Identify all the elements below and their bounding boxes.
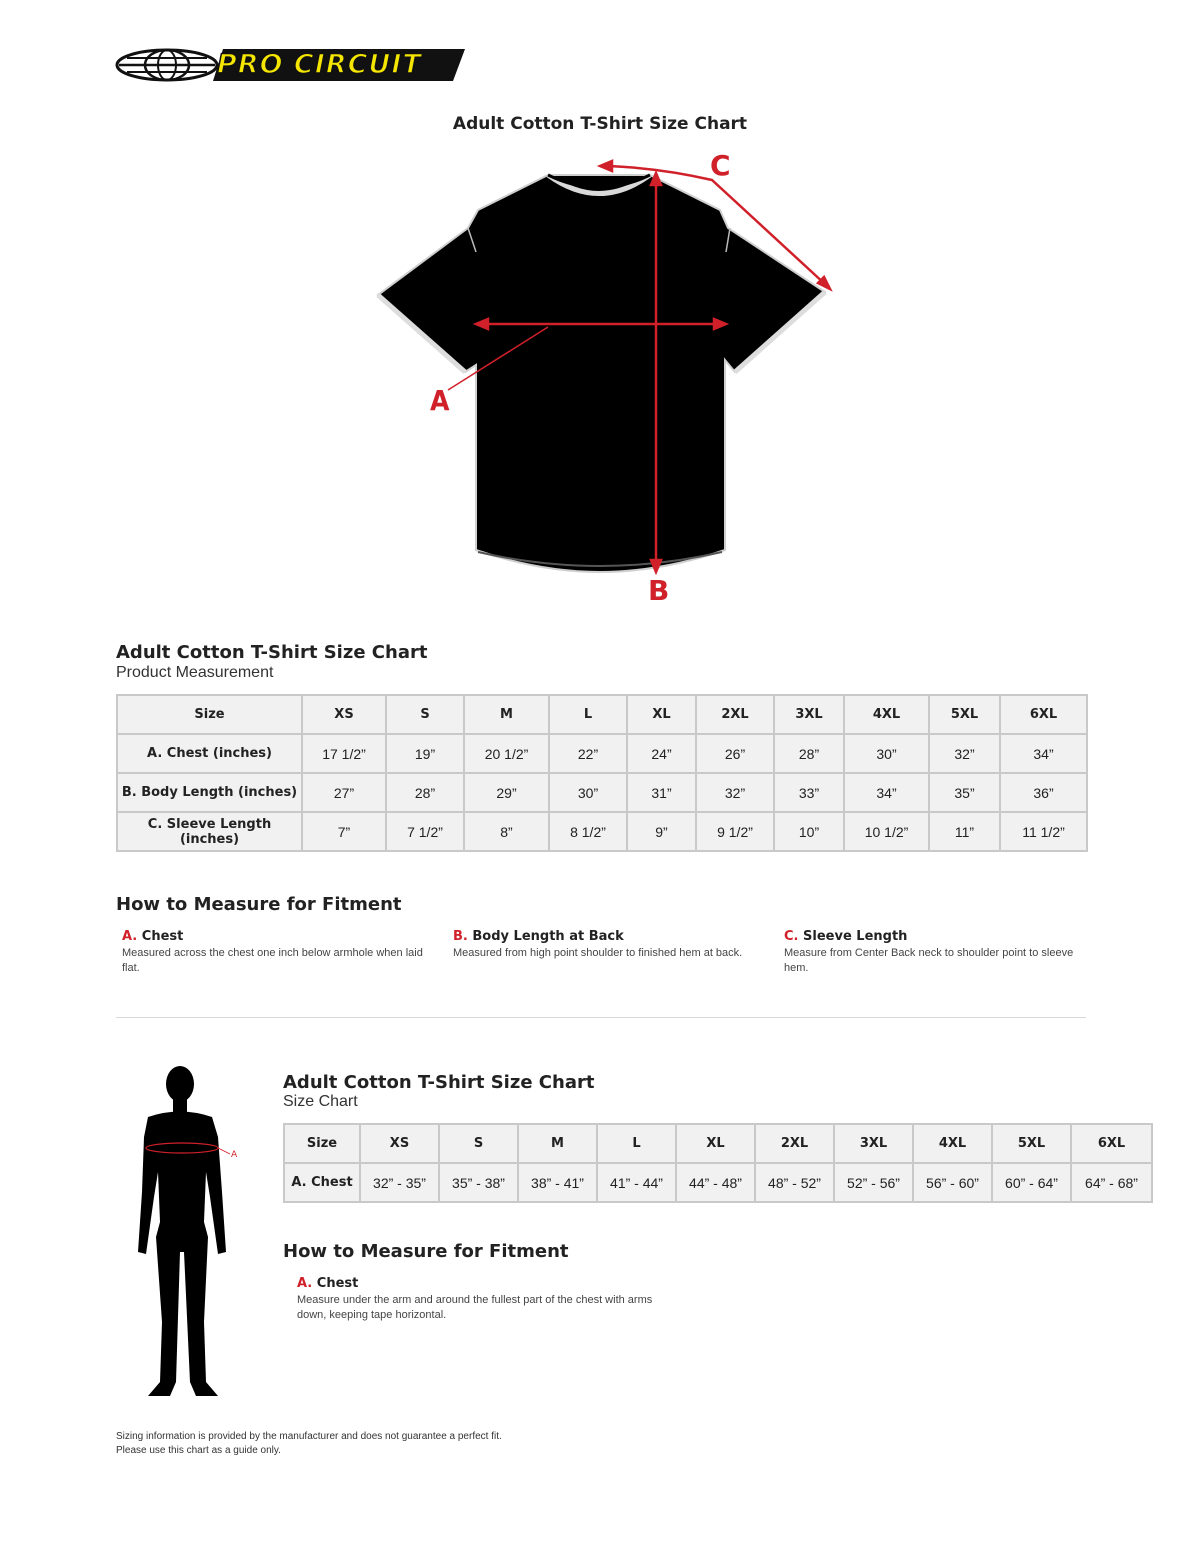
table-header-cell: L xyxy=(549,695,627,734)
table-header-cell: 2XL xyxy=(755,1124,834,1163)
tshirt-measurement-diagram xyxy=(360,140,850,610)
table-header-cell: 2XL xyxy=(696,695,774,734)
table-cell: 26” xyxy=(696,734,774,773)
section-divider xyxy=(116,1017,1086,1018)
table-cell: 7” xyxy=(302,812,386,851)
product-chart-title: Adult Cotton T-Shirt Size Chart xyxy=(116,642,428,663)
table-cell: 28” xyxy=(386,773,464,812)
table-cell: 8” xyxy=(464,812,549,851)
how-item-desc: Measured across the chest one inch below armhole when laid flat. xyxy=(122,947,423,974)
table-cell: 44” - 48” xyxy=(676,1163,755,1202)
table-cell: 33” xyxy=(774,773,844,812)
table-cell: 7 1/2” xyxy=(386,812,464,851)
table-cell: 32” xyxy=(929,734,1000,773)
how-item-desc: Measured from high point shoulder to finished hem at back. xyxy=(453,947,743,959)
how-item-sleeve-length xyxy=(784,929,1094,976)
table-header-cell: 4XL xyxy=(913,1124,992,1163)
table-header-cell: S xyxy=(439,1124,518,1163)
table-header-cell: Size xyxy=(117,695,302,734)
table-header-cell: S xyxy=(386,695,464,734)
table-cell: 27” xyxy=(302,773,386,812)
body-chart-title: Adult Cotton T-Shirt Size Chart xyxy=(283,1072,595,1093)
body-size-table xyxy=(283,1123,1153,1203)
pro-circuit-logo xyxy=(115,46,467,84)
table-cell: 9” xyxy=(627,812,696,851)
table-header-cell: M xyxy=(518,1124,597,1163)
table-cell: 35” xyxy=(929,773,1000,812)
globe-icon xyxy=(115,46,220,84)
how-item-desc: Measure from Center Back neck to shoulder point to sleeve hem. xyxy=(784,947,1074,974)
how-item-letter: A. xyxy=(297,1276,313,1291)
body-chart-subtitle: Size Chart xyxy=(283,1093,358,1110)
table-cell: 48” - 52” xyxy=(755,1163,834,1202)
label-a: A xyxy=(430,384,450,417)
table-row xyxy=(284,1163,1152,1202)
table-cell: 60” - 64” xyxy=(992,1163,1071,1202)
table-cell: 30” xyxy=(549,773,627,812)
table-cell: 8 1/2” xyxy=(549,812,627,851)
footer-disclaimer xyxy=(116,1430,502,1458)
product-measurement-table xyxy=(116,694,1088,852)
table-cell: 34” xyxy=(844,773,929,812)
how-item-letter: A. xyxy=(122,929,138,944)
table-cell: 36” xyxy=(1000,773,1087,812)
how-item-heading: Body Length at Back xyxy=(472,929,624,944)
how-item-heading: Chest xyxy=(141,929,184,944)
how-to-measure-title: How to Measure for Fitment xyxy=(116,894,402,915)
table-row-label: A. Chest xyxy=(284,1163,360,1202)
how-item-heading: Sleeve Length xyxy=(803,929,908,944)
table-cell: 28” xyxy=(774,734,844,773)
label-b: B xyxy=(648,574,670,607)
table-row xyxy=(117,773,1087,812)
table-header-cell: 6XL xyxy=(1071,1124,1152,1163)
table-cell: 24” xyxy=(627,734,696,773)
table-row xyxy=(117,812,1087,851)
table-header-cell: 5XL xyxy=(929,695,1000,734)
table-cell: 35” - 38” xyxy=(439,1163,518,1202)
table-header-cell: XS xyxy=(360,1124,439,1163)
table-cell: 31” xyxy=(627,773,696,812)
how-item-body-chest xyxy=(297,1276,667,1323)
table-cell: 56” - 60” xyxy=(913,1163,992,1202)
table-cell: 11” xyxy=(929,812,1000,851)
table-cell: 9 1/2” xyxy=(696,812,774,851)
disclaimer-line-1: Sizing information is provided by the manufacturer and does not guarantee a perfect fit. xyxy=(116,1431,502,1442)
table-cell: 20 1/2” xyxy=(464,734,549,773)
how-to-measure-body-title: How to Measure for Fitment xyxy=(283,1241,569,1262)
table-header-cell: Size xyxy=(284,1124,360,1163)
table-cell: 22” xyxy=(549,734,627,773)
table-header-cell: L xyxy=(597,1124,676,1163)
table-cell: 32” xyxy=(696,773,774,812)
table-cell: 38” - 41” xyxy=(518,1163,597,1202)
table-cell: 17 1/2” xyxy=(302,734,386,773)
tshirt-silhouette xyxy=(378,175,825,572)
table-row-label: C. Sleeve Length (inches) xyxy=(117,812,302,851)
table-cell: 64” - 68” xyxy=(1071,1163,1152,1202)
table-header-cell: XS xyxy=(302,695,386,734)
table-header-cell: 3XL xyxy=(834,1124,913,1163)
disclaimer-line-2: Please use this chart as a guide only. xyxy=(116,1445,281,1456)
how-item-letter: B. xyxy=(453,929,468,944)
table-header-row xyxy=(284,1124,1152,1163)
table-cell: 10” xyxy=(774,812,844,851)
table-header-cell: 4XL xyxy=(844,695,929,734)
table-header-cell: XL xyxy=(627,695,696,734)
table-header-cell: XL xyxy=(676,1124,755,1163)
table-row xyxy=(117,734,1087,773)
figure-label-a: A xyxy=(231,1150,238,1160)
body-silhouette-figure xyxy=(118,1062,248,1402)
table-header-cell: 3XL xyxy=(774,695,844,734)
how-item-letter: C. xyxy=(784,929,799,944)
how-item-chest xyxy=(122,929,432,976)
table-cell: 32” - 35” xyxy=(360,1163,439,1202)
table-header-row xyxy=(117,695,1087,734)
page-title: Adult Cotton T-Shirt Size Chart xyxy=(452,114,748,134)
table-row-label: B. Body Length (inches) xyxy=(117,773,302,812)
table-cell: 19” xyxy=(386,734,464,773)
brand-name: PRO CIRCUIT xyxy=(217,49,422,80)
table-cell: 34” xyxy=(1000,734,1087,773)
how-item-desc: Measure under the arm and around the fullest part of the chest with arms down, keeping tape horizontal. xyxy=(297,1294,653,1321)
table-cell: 11 1/2” xyxy=(1000,812,1087,851)
table-cell: 29” xyxy=(464,773,549,812)
table-cell: 10 1/2” xyxy=(844,812,929,851)
human-silhouette xyxy=(138,1066,226,1396)
label-c: C xyxy=(710,149,731,182)
how-item-body-length xyxy=(453,929,763,961)
table-header-cell: 5XL xyxy=(992,1124,1071,1163)
how-item-heading: Chest xyxy=(316,1276,359,1291)
table-cell: 52” - 56” xyxy=(834,1163,913,1202)
table-row-label: A. Chest (inches) xyxy=(117,734,302,773)
table-header-cell: M xyxy=(464,695,549,734)
table-cell: 30” xyxy=(844,734,929,773)
table-header-cell: 6XL xyxy=(1000,695,1087,734)
product-chart-subtitle: Product Measurement xyxy=(116,664,274,681)
table-cell: 41” - 44” xyxy=(597,1163,676,1202)
